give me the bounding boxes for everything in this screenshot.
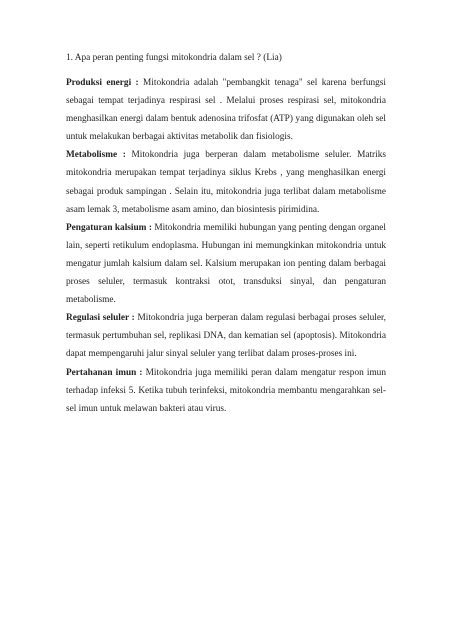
paragraph-immune-defense — [66, 364, 386, 418]
section-heading: Pertahanan imun : — [66, 367, 143, 378]
section-heading: Produksi energi : — [66, 78, 139, 88]
paragraph-energy-production — [66, 74, 386, 146]
section-heading: Metabolisme : — [66, 150, 126, 161]
section-text: Mitokondria adalah "pembangkit tenaga" sel karena berfungsi sebagai tempat terjadinya respirasi sel . Melalui proses respirasi sel, mitokondria menghasilkan energi dalam bentuk adenosina trifosfat (ATP) yang digunakan oleh sel untuk melakukan berbagai aktivitas metabolik dan fisiologis. — [66, 78, 386, 143]
paragraph-metabolism — [66, 146, 386, 218]
section-text: Mitokondria juga berperan dalam regulasi berbagai proses seluler, termasuk pertumbuhan sel, replikasi DNA, dan kematian sel (apoptosis). Mitokondria dapat mempengaruhi jalur sinyal seluler yang terlibat dalam proses-proses ini. — [66, 313, 386, 360]
question-heading: 1. Apa peran penting fungsi mitokondria dalam sel ? (Lia) — [66, 53, 282, 63]
paragraph-cellular-regulation — [66, 309, 386, 363]
section-text: Mitokondria memiliki hubungan yang penting dengan organel lain, seperti retikulum endoplasma. Hubungan ini memungkinkan mitokondria untuk mengatur jumlah kalsium dalam sel. Kalsium merupakan ion penting dalam berbagai proses seluler, termasuk kontraksi otot, transduksi sinyal, dan pengaturan metabolisme. — [66, 222, 387, 306]
section-heading: Pengaturan kalsium : — [66, 222, 152, 233]
paragraph-calcium-regulation — [66, 219, 386, 309]
section-text: Mitokondria juga berperan dalam metabolisme seluler. Matriks mitokondria merupakan tempat terjadinya siklus Krebs , yang menghasilkan energi sebagai produk sampingan . Selain itu, mitokondria juga terlibat dalam metabolisme asam lemak 3, metabolisme asam amino, dan biosintesis pirimidina. — [66, 150, 386, 215]
section-heading: Regulasi seluler : — [66, 313, 135, 324]
section-text: Mitokondria juga memiliki peran dalam mengatur respon imun terhadap infeksi 5. Ketika tubuh terinfeksi, mitokondria membantu mengarahkan sel-sel imun untuk melawan bakteri atau virus. — [66, 367, 386, 414]
